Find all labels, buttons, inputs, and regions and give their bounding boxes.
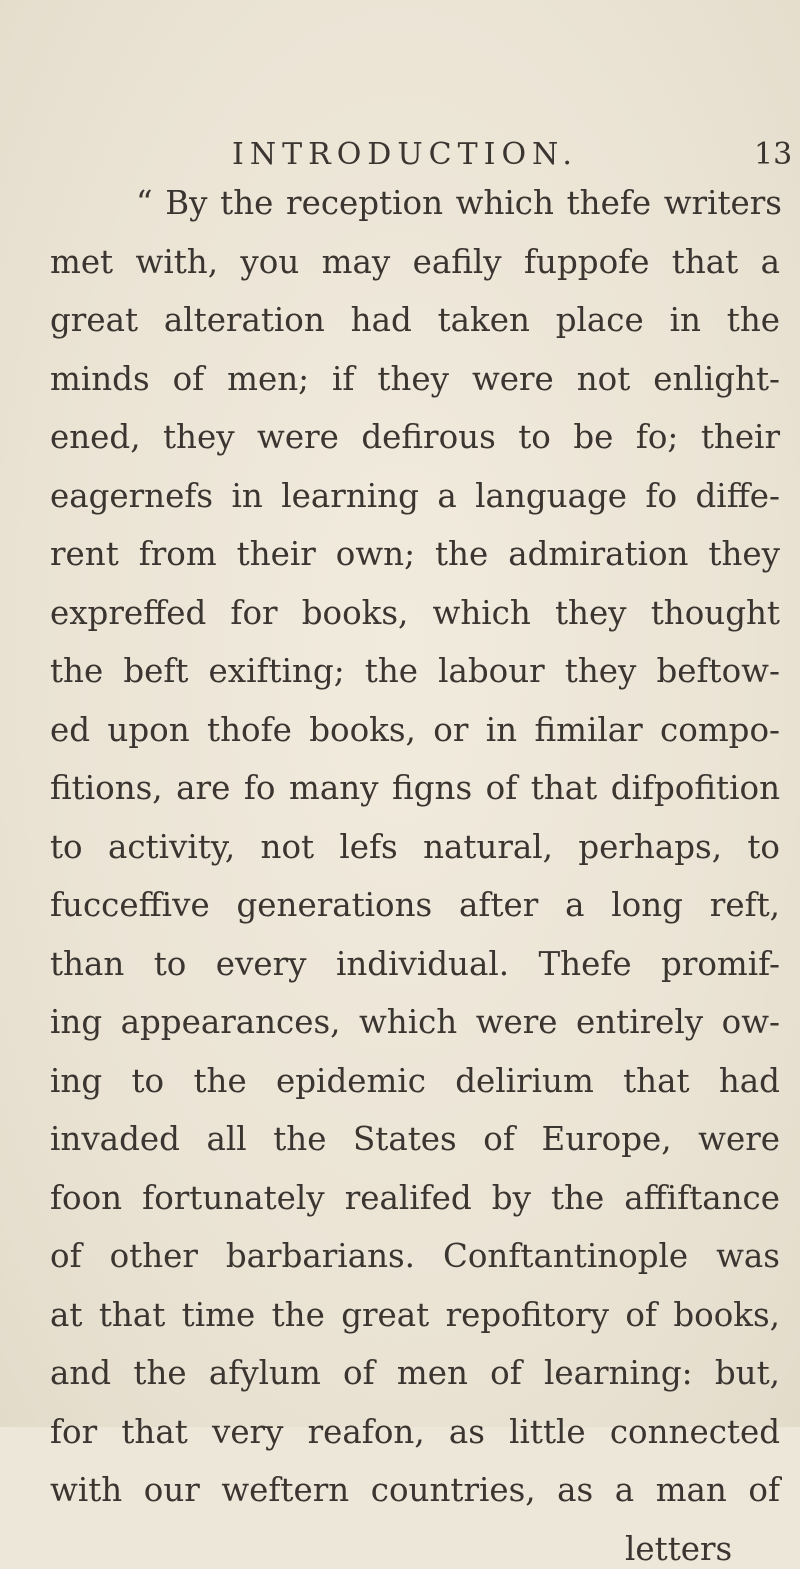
text-line: and the afylum of men of learning: but, [50, 1354, 780, 1392]
text-line: eagernefs in learning a language fo diffe- [50, 476, 780, 515]
text-line: the beft exifting; the labour they beftow- [50, 652, 780, 690]
text-line: expreffed for books, which they thought [50, 593, 780, 632]
text-line: fucceffive generations after a long reft, [50, 886, 780, 924]
text-line: rent from their own; the admiration they [50, 535, 780, 573]
text-line: with our weftern countries, as a man of [50, 1471, 780, 1509]
catchword: letters [625, 1529, 733, 1568]
text-line: to activity, not lefs natural, perhaps, to [50, 827, 780, 866]
page-number: 13 [754, 137, 793, 172]
text-line: ing appearances, which were entirely ow- [50, 1003, 780, 1041]
text-line: ed upon thofe books, or in fimilar compo- [50, 710, 780, 749]
text-line: of other barbarians. Conftantinople was [50, 1237, 780, 1275]
text-line: than to every individual. Thefe promif- [50, 944, 780, 983]
text-line: great alteration had taken place in the [50, 301, 780, 339]
text-line: fitions, are fo many figns of that difpofition [50, 769, 780, 807]
text-line: foon fortunately realifed by the affiftance [50, 1178, 780, 1217]
running-head-title: INTRODUCTION. [232, 137, 578, 172]
text-line: at that time the great repofitory of books, [50, 1295, 780, 1334]
text-line: for that very reafon, as little connected [50, 1412, 780, 1451]
text-line: minds of men; if they were not enlight- [50, 359, 780, 398]
text-line: met with, you may eafily fuppofe that a [50, 242, 780, 281]
text-line: ing to the epidemic delirium that had [50, 1061, 780, 1100]
text-line: “ By the reception which thefe writers [136, 184, 782, 222]
text-line: ened, they were defirous to be fo; their [50, 418, 780, 456]
text-line: invaded all the States of Europe, were [50, 1120, 780, 1158]
running-head [232, 125, 793, 175]
